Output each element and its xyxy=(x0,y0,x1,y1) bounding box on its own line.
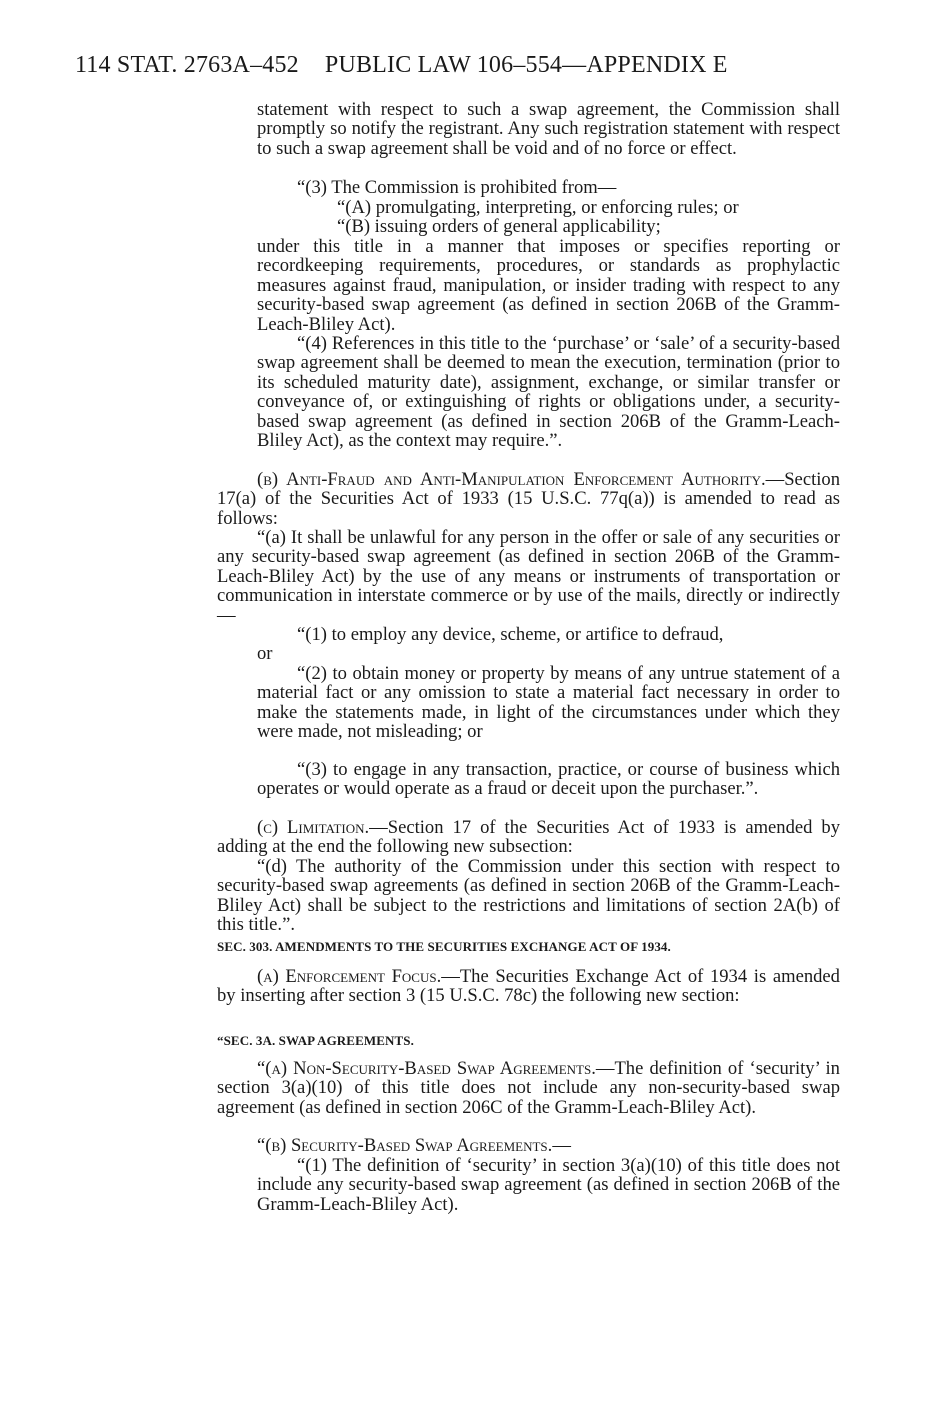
paragraph-clause-4: “(4) References in this title to the ‘purchase’ or ‘sale’ of a security-based swap agreement shall be deemed to mean the execution, termination (prior to its scheduled maturity date), assignment, exchange, or similar transfer or conveyance of, or extinguishing of rights or obligations under, a security-based swap agreement (as defined in section 206B of the Gramm-Leach-Bliley Act), as the context may require.”. xyxy=(257,333,840,452)
page-reference: 114 STAT. 2763A–452 xyxy=(75,52,299,78)
enforcement-focus-text: —The Securities Exchange Act of 1934 is amended by inserting after section 3 (15 U.S.C. 78c) the following new section: xyxy=(217,966,840,1007)
enforcement-focus-heading: (a) Enforcement Focus. xyxy=(257,966,442,987)
section-3a-a-text: —The definition of ‘security’ in section 3(a)(10) of this title does not include any non-security-based swap agreement (as defined in section 206C of the Gramm-Leach-Bliley Act). xyxy=(217,1058,840,1118)
section-3a-b-dash: — xyxy=(552,1135,571,1156)
subsection-c-heading: (c) Limitation. xyxy=(257,817,370,838)
running-header xyxy=(75,52,728,79)
paragraph-17a: “(a) It shall be unlawful for any person in the offer or sale of any securities or any security-based swap agreement (as defined in section 206B of the Gramm-Leach-Bliley Act) by the use of any means or instruments of transportation or communication in interstate commerce or by use of the mails, directly or indirectly— xyxy=(217,527,840,626)
paragraph-3a-a xyxy=(217,1059,840,1117)
paragraph-clause-a: “(A) promulgating, interpreting, or enforcing rules; or xyxy=(337,197,739,218)
subsection-b-heading: (b) Anti-Fraud and Anti-Manipulation Enforcement Authority. xyxy=(257,469,766,490)
paragraph-17a-1-or: or xyxy=(257,643,273,664)
paragraph-3a-b xyxy=(257,1136,840,1155)
section-3a-heading: “SEC. 3A. SWAP AGREEMENTS. xyxy=(217,1033,414,1048)
paragraph-subsection-b xyxy=(217,470,840,528)
section-303-heading: SEC. 303. AMENDMENTS TO THE SECURITIES EXCHANGE ACT OF 1934. xyxy=(217,939,671,954)
law-title: PUBLIC LAW 106–554—APPENDIX E xyxy=(324,52,728,78)
section-3a-b-heading: “(b) Security-Based Swap Agreements. xyxy=(257,1135,553,1156)
paragraph-17a-3: “(3) to engage in any transaction, practice, or course of business which operates or would operate as a fraud or deceit upon the purchaser.”. xyxy=(257,759,840,800)
paragraph-under-this-title: under this title in a manner that imposes or specifies reporting or recordkeeping requirements, procedures, or standards as prophylactic measures against fraud, manipulation, or insider trading with respect to any security-based swap agreement (as defined in section 206B of the Gramm-Leach-Bliley Act). xyxy=(257,236,840,335)
paragraph-clause-b: “(B) issuing orders of general applicability; xyxy=(337,216,661,237)
section-3a-a-heading: “(a) Non-Security-Based Swap Agreements. xyxy=(257,1058,596,1079)
paragraph-enforcement-focus xyxy=(217,967,840,1006)
paragraph-17a-2: “(2) to obtain money or property by means of any untrue statement of a material fact or any omission to state a material fact necessary in order to make the statements made, in light of the circumstances under which they were made, not misleading; or xyxy=(257,663,840,743)
subsection-b-text: —Section 17(a) of the Securities Act of 1933 (15 U.S.C. 77q(a)) is amended to read as follows: xyxy=(217,469,840,529)
paragraph-clause-3: “(3) The Commission is prohibited from— xyxy=(297,177,617,198)
subsection-c-text: —Section 17 of the Securities Act of 1933 is amended by adding at the end the following new subsection: xyxy=(217,817,840,858)
paragraph-3a-b-1: “(1) The definition of ‘security’ in section 3(a)(10) of this title does not include any security-based swap agreement (as defined in section 206B of the Gramm-Leach-Bliley Act). xyxy=(257,1155,840,1215)
paragraph-17d: “(d) The authority of the Commission under this section with respect to security-based swap agreements (as defined in section 206B of the Gramm-Leach-Bliley Act) shall be subject to the restrictions and limitations of section 2A(b) of this title.”. xyxy=(217,856,840,936)
paragraph-subsection-c xyxy=(217,818,840,857)
paragraph-17a-1: “(1) to employ any device, scheme, or artifice to defraud, xyxy=(297,624,724,645)
paragraph-continuation: statement with respect to such a swap agreement, the Commission shall promptly so notify the registrant. Any such registration statement with respect to such a swap agreement shall be void and of no force or effect. xyxy=(257,99,840,159)
